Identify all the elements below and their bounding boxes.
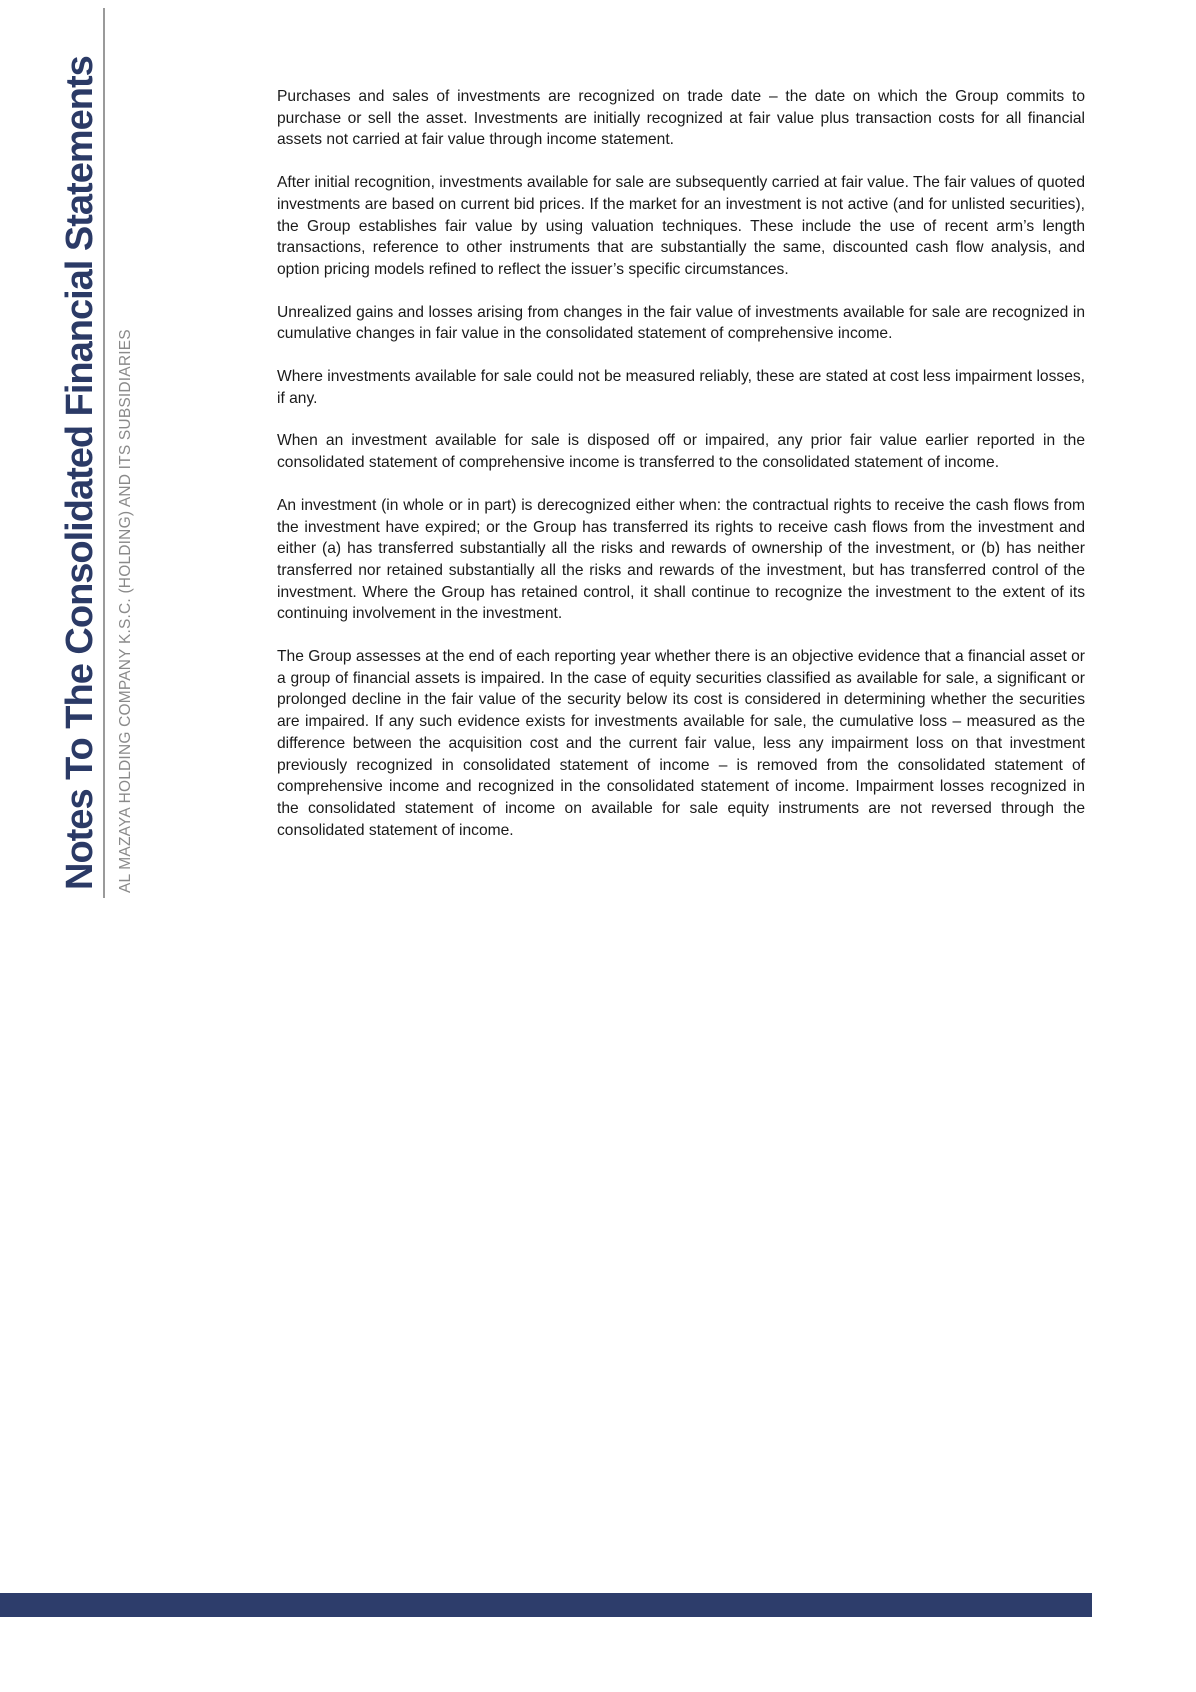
paragraph-impairment: The Group assesses at the end of each reporting year whether there is an objective evidence that a financial asset or a group of financial assets is impaired. In the case of equity securities classified as available for sale, a significant or prolonged decline in the fair value of the security below its cost is considered in determining whether the securities are impaired. If any such evidence exists for investments available for sale, the cumulative loss – measured as the difference between the acquisition cost and the current fair value, less any impairment loss on that investment previously recognized in consolidated statement of income – is removed from the consolidated statement of comprehensive income and recognized in the consolidated statement of income. Impairment losses recognized in the consolidated statement of income on available for sale equity instruments are not reversed through the consolidated statement of income. [277, 648, 1085, 839]
paragraph-fair-value: After initial recognition, investments available for sale are subsequently carried at fair value. The fair values of quoted investments are based on current bid prices. If the market for an investment is not active (and for unlisted securities), the Group establishes fair value by using valuation techniques. These include the use of recent arm’s length transactions, reference to other instruments that are substantially the same, discounted cash flow analysis, and option pricing models refined to reflect the issuer’s specific circumstances. [277, 174, 1085, 278]
sidebar-title: Notes To The Consolidated Financial Statements [59, 56, 101, 890]
paragraph-unrealized-gains: Unrealized gains and losses arising from changes in the fair value of investments available for sale are recognized in cumulative changes in fair value in the consolidated statement of comprehensive income. [277, 303, 1085, 343]
footer-bar [0, 1593, 1092, 1617]
paragraph-disposal: When an investment available for sale is disposed off or impaired, any prior fair value earlier reported in the consolidated statement of comprehensive income is transferred to the consolidated statement of income. [277, 432, 1085, 472]
paragraph-derecognition: An investment (in whole or in part) is derecognized either when: the contractual rights to receive the cash flows from the investment have expired; or the Group has transferred its rights to receive cash flows from the investment and either (a) has transferred substantially all the risks and rewards of ownership of the investment, or (b) has neither transferred nor retained substantially all the risks and rewards of the investment, but has transferred control of the investment. Where the Group has retained control, it shall continue to recognize the investment to the extent of its continuing involvement in the investment. [277, 496, 1085, 623]
paragraph-trade-date: Purchases and sales of investments are recognized on trade date – the date on which the Group commits to purchase or sell the asset. Investments are initially recognized at fair value plus transaction costs for all financial assets not carried at fair value through income statement. [277, 88, 1085, 149]
paragraph-cost-measurement: Where investments available for sale could not be measured reliably, these are stated at cost less impairment losses, if any. [277, 368, 1085, 407]
sidebar-company-name: AL MAZAYA HOLDING COMPANY K.S.C. (HOLDING) AND ITS SUBSIDIARIES [117, 329, 134, 893]
notes-body [277, 86, 1085, 862]
sidebar-divider [103, 8, 105, 898]
